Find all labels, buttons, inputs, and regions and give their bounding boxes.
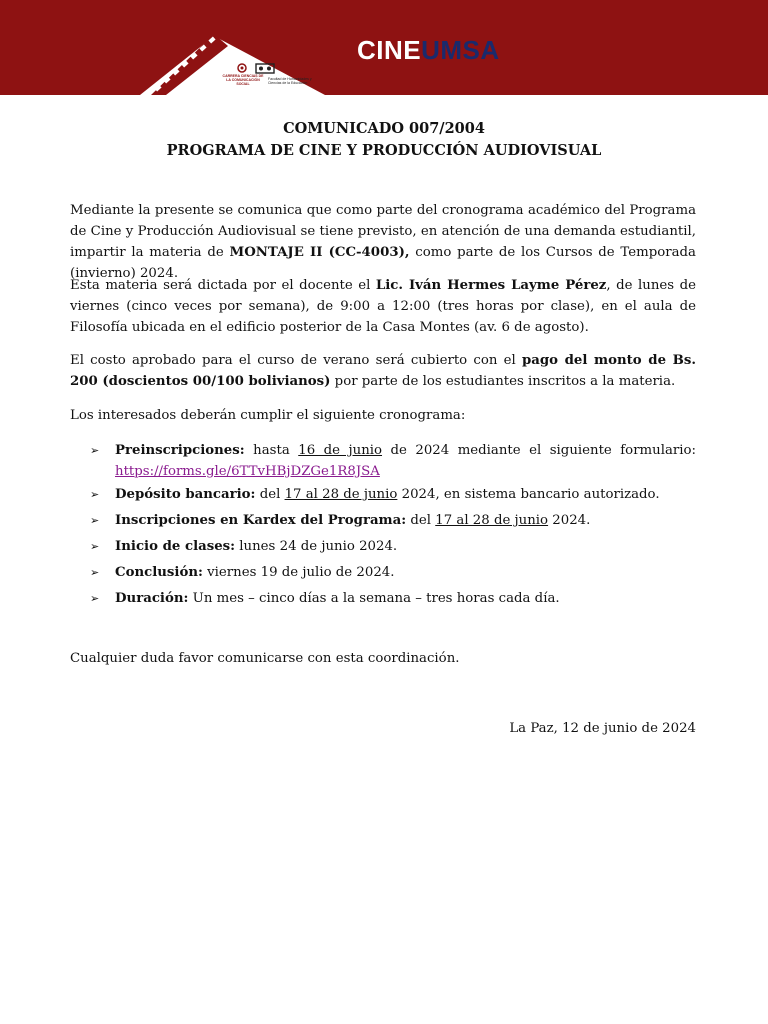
text-span: del [406, 513, 436, 528]
text-span: hasta [244, 443, 299, 458]
item-label: Conclusión: [115, 565, 203, 580]
text-span: por parte de los estudiantes inscritos a la materia. [330, 374, 676, 389]
teacher-name: Lic. Iván Hermes Layme Pérez [375, 278, 607, 293]
arrow-bullet-icon: ➢ [90, 488, 100, 501]
item-label: Depósito bancario: [115, 487, 256, 502]
brand-umsa: UMSA [421, 35, 500, 65]
text-span: 2024. [548, 513, 591, 528]
text-span: Un mes – cinco días a la semana – tres horas cada día. [188, 591, 560, 606]
item-label: Inicio de clases: [115, 539, 236, 554]
carrera-logo-text: CARRERA CIENCIAS DE LA COMUNICACIÓN SOCIAL [222, 74, 264, 86]
header-banner [0, 0, 768, 95]
paragraph-teacher [70, 275, 696, 338]
place-and-date: La Paz, 12 de junio de 2024 [509, 721, 696, 736]
closing-note: Cualquier duda favor comunicarse con esta coordinación. [70, 651, 460, 666]
paragraph-schedule-intro: Los interesados deberán cumplir el siguiente cronograma: [70, 408, 466, 423]
arrow-bullet-icon: ➢ [90, 540, 100, 553]
date-text: 17 al 28 de junio [435, 513, 549, 528]
text-span: de 2024 mediante el siguiente formulario: [382, 443, 696, 458]
text-span: 2024, en sistema bancario autorizado. [397, 487, 660, 502]
text-span: , de lunes de viernes (cinco veces por semana), de 9:00 a 12:00 (tres horas por clase), en el aula de Filosofía ubicada en el edificio posterior de la Casa Montes (av. 6 de agosto). [70, 278, 696, 335]
arrow-bullet-icon: ➢ [90, 566, 100, 579]
item-label: Preinscripciones: [115, 443, 245, 458]
paragraph-cost [70, 350, 696, 392]
arrow-bullet-icon: ➢ [90, 592, 100, 605]
document-subtitle: PROGRAMA DE CINE Y PRODUCCIÓN AUDIOVISUAL [166, 142, 602, 159]
arrow-bullet-icon: ➢ [90, 514, 100, 527]
course-name: MONTAJE II (CC-4003), [229, 245, 410, 260]
text-span: como parte de los Cursos de Temporada (invierno) 2024. [70, 245, 696, 281]
form-link[interactable]: https://forms.gle/6TTvHBjDZGe1R8JSA [115, 464, 380, 479]
text-span: lunes 24 de junio 2024. [235, 539, 398, 554]
paragraph-intro [70, 200, 696, 284]
text-span: viernes 19 de julio de 2024. [202, 565, 395, 580]
text-span: Mediante la presente se comunica que como parte del cronograma académico del Programa de Cine y Producción Audiovisual se tiene previsto, en atención de una demanda estudiantil, impartir la materia de [70, 203, 696, 260]
item-label: Duración: [115, 591, 189, 606]
brand-cine: CINE [357, 35, 422, 65]
text-span: El costo aprobado para el curso de verano será cubierto con el [70, 353, 522, 368]
date-text: 16 de junio [298, 443, 383, 458]
item-label: Inscripciones en Kardex del Programa: [115, 513, 407, 528]
text-span: Esta materia será dictada por el docente el [70, 278, 376, 293]
text-span: del [255, 487, 285, 502]
date-text: 17 al 28 de junio [284, 487, 398, 502]
cost-amount: pago del monto de Bs. 200 (doscientos 00/100 bolivianos) [70, 353, 696, 389]
facultad-logo-text: Facultad de Humanidades y Ciencias de la Educación [268, 77, 312, 85]
arrow-bullet-icon: ➢ [90, 444, 100, 457]
cine-umsa-logo [357, 35, 500, 65]
document-title: COMUNICADO 007/2004 [283, 120, 485, 137]
